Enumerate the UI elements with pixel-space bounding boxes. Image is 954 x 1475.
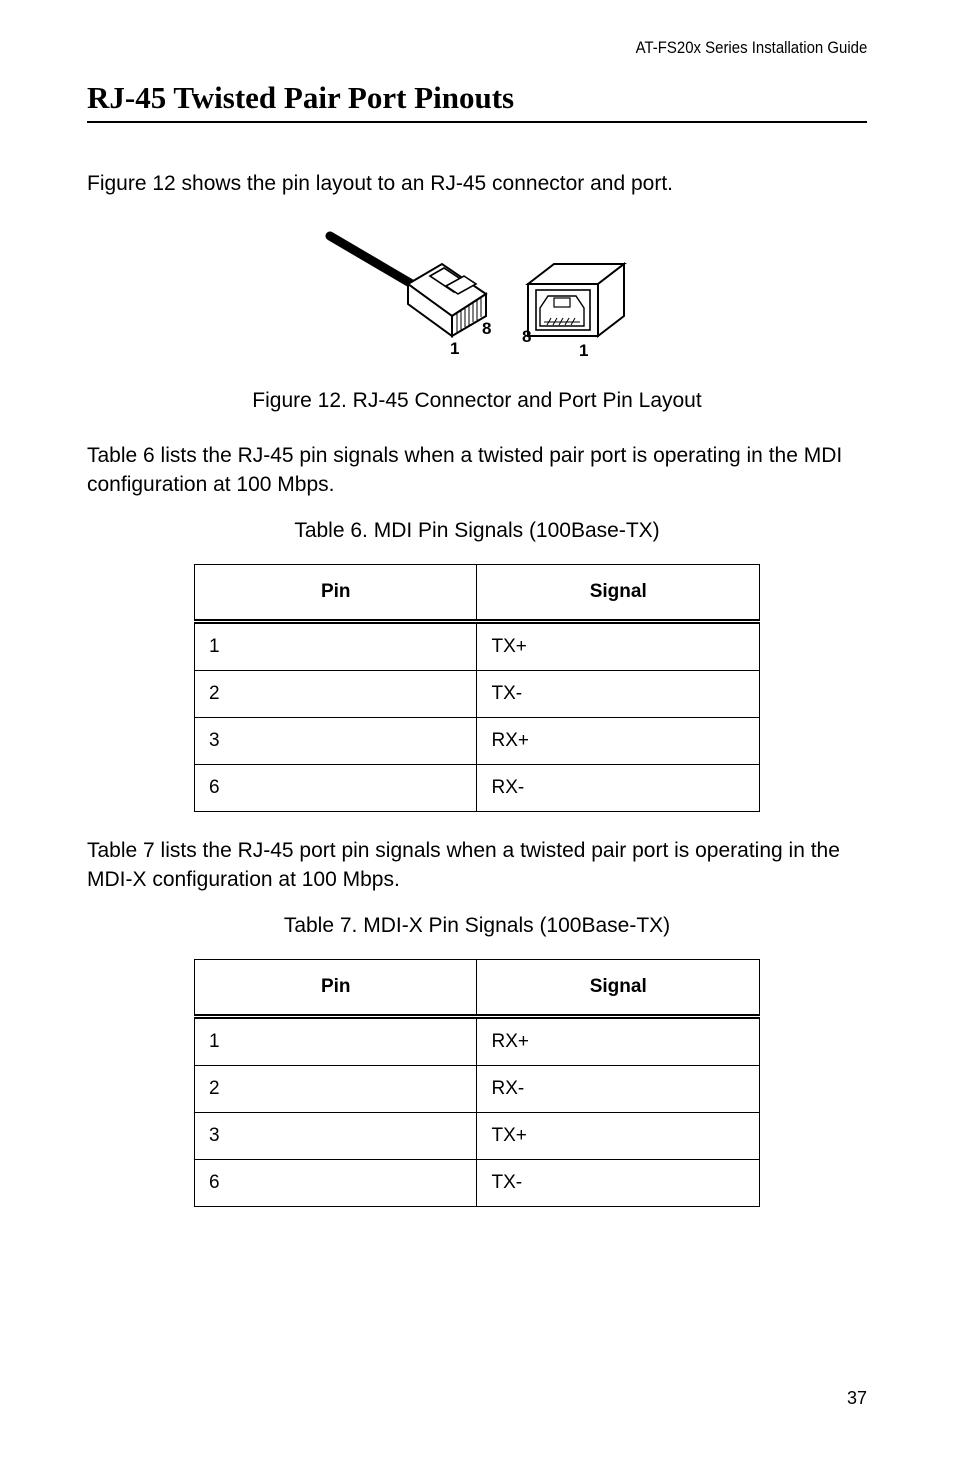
page-title: RJ-45 Twisted Pair Port Pinouts xyxy=(87,80,515,115)
rj45-plug-icon xyxy=(408,264,486,336)
pin-cell: 1 xyxy=(195,1017,477,1066)
table-row xyxy=(195,622,760,671)
table7-intro: Table 7 lists the RJ-45 port pin signals when a twisted pair port is operating in the MDI-X configuration at 100 Mbps. xyxy=(87,839,840,891)
table-row xyxy=(195,671,760,718)
intro-paragraph: Figure 12 shows the pin layout to an RJ-45 connector and port. xyxy=(87,172,674,195)
signal-cell: RX- xyxy=(477,765,760,812)
column-header-pin: Pin xyxy=(195,565,477,622)
table-row xyxy=(195,765,760,812)
table-row xyxy=(195,1160,760,1207)
pin-cell: 2 xyxy=(195,1066,477,1113)
column-header-signal: Signal xyxy=(477,960,760,1017)
table6-caption: Table 6. MDI Pin Signals (100Base-TX) xyxy=(294,519,660,542)
table-header-row xyxy=(195,960,760,1017)
table7-mdix-pin-signals xyxy=(194,959,760,1207)
pin-cell: 2 xyxy=(195,671,477,718)
running-header: AT-FS20x Series Installation Guide xyxy=(635,38,867,57)
cable-icon xyxy=(330,236,422,290)
table-row xyxy=(195,1017,760,1066)
table7-caption: Table 7. MDI-X Pin Signals (100Base-TX) xyxy=(283,914,671,937)
port-pin-label-1: 1 xyxy=(579,341,589,360)
page-number: 37 xyxy=(846,1388,867,1408)
table6-intro: Table 6 lists the RJ-45 pin signals when a twisted pair port is operating in the MDI configuration at 100 Mbps. xyxy=(87,444,843,496)
table-row xyxy=(195,1066,760,1113)
signal-cell: TX+ xyxy=(477,622,760,671)
port-pin-label-8: 8 xyxy=(522,327,532,346)
pin-cell: 6 xyxy=(195,765,477,812)
title-rule xyxy=(87,121,867,123)
signal-cell: RX- xyxy=(477,1066,760,1113)
rj45-figure xyxy=(318,224,638,364)
pin-cell: 3 xyxy=(195,718,477,765)
pin-cell: 1 xyxy=(195,622,477,671)
pin-cell: 3 xyxy=(195,1113,477,1160)
column-header-pin: Pin xyxy=(195,960,477,1017)
table-row xyxy=(195,718,760,765)
table-header-row xyxy=(195,565,760,622)
signal-cell: TX- xyxy=(477,1160,760,1207)
signal-cell: RX+ xyxy=(477,718,760,765)
plug-pin-label-1: 1 xyxy=(450,339,460,358)
figure-caption: Figure 12. RJ-45 Connector and Port Pin Layout xyxy=(252,389,702,412)
column-header-signal: Signal xyxy=(477,565,760,622)
rj45-port-icon xyxy=(528,264,624,336)
table-row xyxy=(195,1113,760,1160)
table6-mdi-pin-signals xyxy=(194,564,760,812)
pin-cell: 6 xyxy=(195,1160,477,1207)
plug-pin-label-8: 8 xyxy=(482,319,492,338)
signal-cell: TX+ xyxy=(477,1113,760,1160)
signal-cell: TX- xyxy=(477,671,760,718)
signal-cell: RX+ xyxy=(477,1017,760,1066)
